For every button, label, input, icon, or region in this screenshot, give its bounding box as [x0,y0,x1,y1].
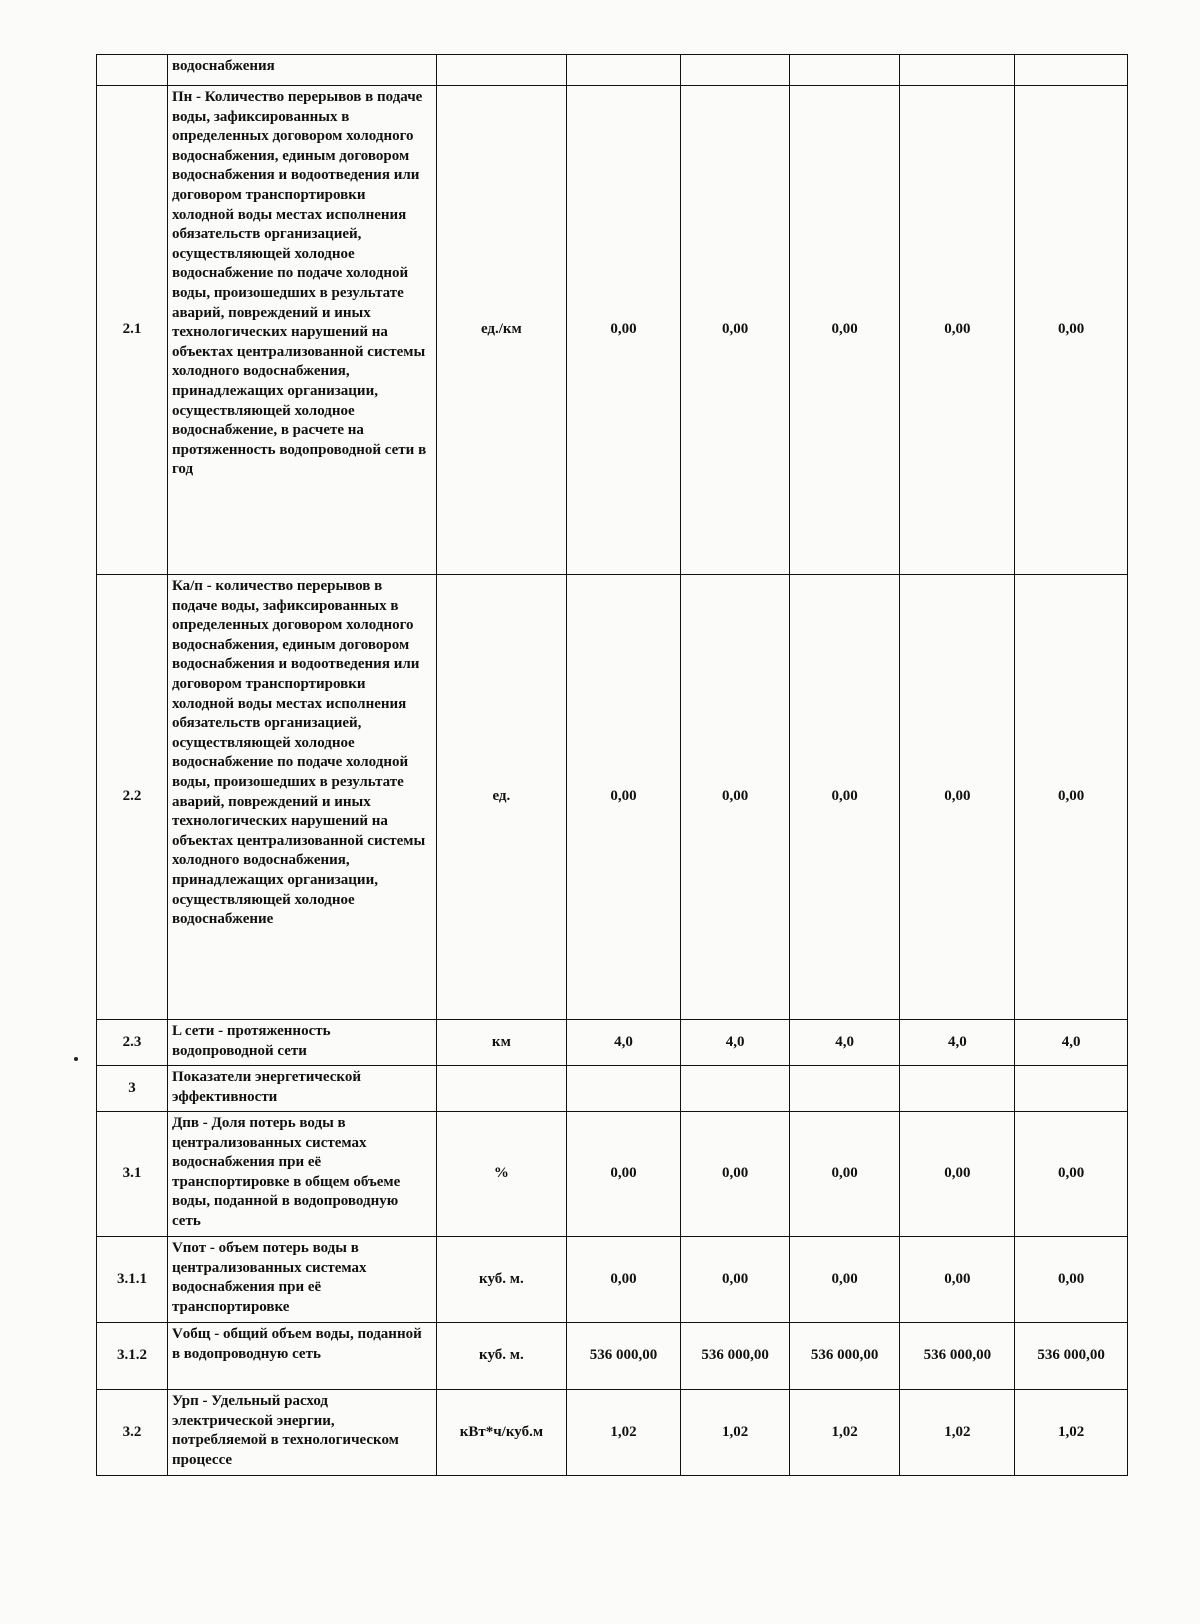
row-value [566,55,681,86]
row-value: 0,00 [1015,86,1128,575]
row-unit [437,55,566,86]
table-row [97,1323,1128,1390]
row-value: 536 000,00 [900,1323,1015,1390]
table-row [97,1020,1128,1066]
row-value [566,1066,681,1112]
row-value: 0,00 [681,1237,790,1323]
row-description: водоснабжения [167,55,436,86]
row-number: 3 [97,1066,168,1112]
row-value: 4,0 [900,1020,1015,1066]
row-number: 3.1.1 [97,1237,168,1323]
indicators-table [96,54,1128,1476]
row-value: 1,02 [566,1390,681,1476]
table-row [97,575,1128,1020]
row-value: 4,0 [681,1020,790,1066]
row-value [1015,1066,1128,1112]
row-value: 4,0 [789,1020,900,1066]
row-unit: ед. [437,575,566,1020]
row-description: Vобщ - общий объем воды, поданной в водопроводную сеть [167,1323,436,1390]
row-value: 536 000,00 [789,1323,900,1390]
scan-speck [74,1057,78,1061]
row-description: Урп - Удельный расход электрической энергии, потребляемой в технологическом процессе [167,1390,436,1476]
table-row [97,1237,1128,1323]
row-value [681,55,790,86]
row-value [789,1066,900,1112]
row-unit [437,1066,566,1112]
row-number: 2.3 [97,1020,168,1066]
row-value: 1,02 [681,1390,790,1476]
row-value: 0,00 [789,86,900,575]
row-description: L сети - протяженность водопроводной сети [167,1020,436,1066]
row-value [789,55,900,86]
row-description: Дпв - Доля потерь воды в централизованных системах водоснабжения при её транспортировке в общем объеме воды, поданной в водопроводную сеть [167,1112,436,1237]
row-value: 0,00 [900,1237,1015,1323]
row-value [900,55,1015,86]
table-row [97,1390,1128,1476]
row-unit: ед./км [437,86,566,575]
row-value: 0,00 [1015,1112,1128,1237]
row-number: 3.2 [97,1390,168,1476]
row-value: 0,00 [789,1237,900,1323]
row-value: 1,02 [900,1390,1015,1476]
row-value: 4,0 [1015,1020,1128,1066]
row-value: 536 000,00 [566,1323,681,1390]
table-row [97,1112,1128,1237]
row-unit: км [437,1020,566,1066]
row-value: 0,00 [566,1112,681,1237]
row-value: 0,00 [681,1112,790,1237]
table-row [97,86,1128,575]
row-number: 3.1.2 [97,1323,168,1390]
row-value: 4,0 [566,1020,681,1066]
row-value: 0,00 [1015,1237,1128,1323]
row-value: 0,00 [566,575,681,1020]
table-row [97,55,1128,86]
table-row [97,1066,1128,1112]
row-value: 536 000,00 [1015,1323,1128,1390]
row-value: 1,02 [1015,1390,1128,1476]
row-value: 0,00 [681,575,790,1020]
row-description: Показатели энергетической эффективности [167,1066,436,1112]
row-value: 536 000,00 [681,1323,790,1390]
row-number: 2.1 [97,86,168,575]
row-unit: куб. м. [437,1237,566,1323]
row-value: 1,02 [789,1390,900,1476]
row-value [900,1066,1015,1112]
row-unit: % [437,1112,566,1237]
row-value: 0,00 [789,1112,900,1237]
row-unit: куб. м. [437,1323,566,1390]
row-value: 0,00 [566,86,681,575]
row-number: 3.1 [97,1112,168,1237]
row-value: 0,00 [681,86,790,575]
row-value: 0,00 [900,1112,1015,1237]
row-value: 0,00 [900,86,1015,575]
row-value [681,1066,790,1112]
row-number: 2.2 [97,575,168,1020]
row-value [1015,55,1128,86]
row-value: 0,00 [900,575,1015,1020]
row-value: 0,00 [566,1237,681,1323]
row-number [97,55,168,86]
row-description: Ка/п - количество перерывов в подаче воды, зафиксированных в определенных договором холодного водоснабжения, единым договором водоснабжения и водоотведения или договором транспортировки холодной воды местах исполнения обязательств организацией, осуществляющей холодное водоснабжение по подаче холодной воды, произошедших в результате аварий, повреждений и иных технологических нарушений на объектах централизованной системы холодного водоснабжения, принадлежащих организации, осуществляющей холодное водоснабжение [167,575,436,1020]
row-unit: кВт*ч/куб.м [437,1390,566,1476]
row-description: Vпот - объем потерь воды в централизованных системах водоснабжения при её транспортировке [167,1237,436,1323]
row-value: 0,00 [1015,575,1128,1020]
row-description: Пн - Количество перерывов в подаче воды, зафиксированных в определенных договором холодного водоснабжения, единым договором водоснабжения и водоотведения или договором транспортировки холодной воды местах исполнения обязательств организацией, осуществляющей холодное водоснабжение по подаче холодной воды, произошедших в результате аварий, повреждений и иных технологических нарушений на объектах централизованной системы холодного водоснабжения, принадлежащих организации, осуществляющей холодное водоснабжение, в расчете на протяженность водопроводной сети в год [167,86,436,575]
row-value: 0,00 [789,575,900,1020]
